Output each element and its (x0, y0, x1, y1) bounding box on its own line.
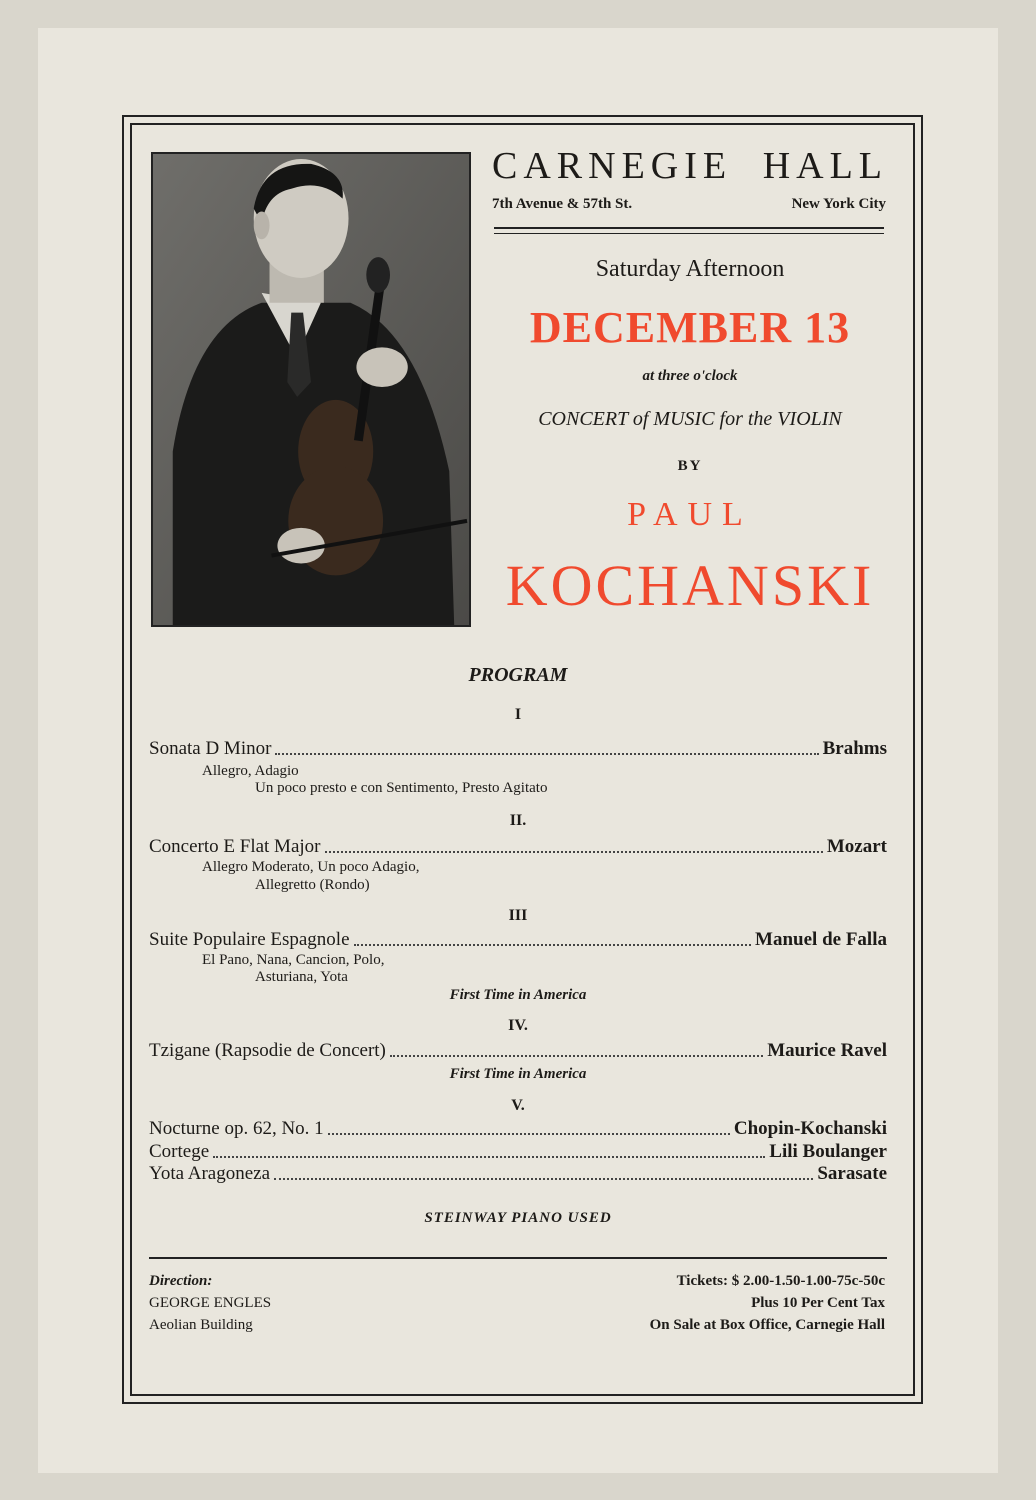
section-numeral: I (514, 706, 522, 723)
sale-location: On Sale at Box Office, Carnegie Hall (649, 1317, 885, 1333)
movement-line: Allegro Moderato, Un poco Adagio, (202, 859, 420, 875)
by-label: BY (677, 458, 703, 474)
director-building: Aeolian Building (149, 1317, 253, 1333)
violinist-portrait-photo (151, 152, 471, 627)
section-numeral: V. (511, 1097, 525, 1114)
event-day: Saturday Afternoon (595, 256, 785, 282)
piece-title: Tzigane (Rapsodie de Concert) (149, 1040, 386, 1061)
portrait-illustration (153, 154, 469, 625)
program-piece (149, 1141, 887, 1163)
artist-last-name: KOCHANSKI (505, 553, 875, 618)
piece-title: Suite Populaire Espagnole (149, 929, 350, 950)
artist-first-name: PAUL (627, 496, 753, 533)
piano-note: STEINWAY PIANO USED (424, 1210, 612, 1226)
direction-block (149, 1270, 271, 1336)
piece-title: Cortege (149, 1141, 210, 1162)
program-piece (149, 1118, 887, 1140)
dot-leader (274, 1178, 813, 1180)
dot-leader (325, 851, 823, 853)
section-numeral: IV. (508, 1017, 528, 1034)
movement-line: Asturiana, Yota (255, 969, 348, 985)
program-piece (149, 836, 887, 858)
dot-leader (328, 1133, 730, 1135)
section-numeral: II. (509, 812, 527, 829)
footer-divider (149, 1257, 887, 1259)
piece-composer: Sarasate (817, 1163, 887, 1184)
piece-title: Yota Aragoneza (149, 1163, 271, 1184)
movement-line: El Pano, Nana, Cancion, Polo, (202, 952, 385, 968)
street-address: 7th Avenue & 57th St. (492, 196, 633, 212)
piece-title: Sonata D Minor (149, 738, 272, 759)
program-piece (149, 929, 887, 951)
program-piece (149, 738, 887, 760)
program-heading: PROGRAM (468, 664, 568, 686)
piece-title: Nocturne op. 62, No. 1 (149, 1118, 324, 1139)
program-piece (149, 1163, 887, 1185)
event-date: DECEMBER 13 (529, 303, 851, 352)
movement-line: Un poco presto e con Sentimento, Presto Agitato (255, 780, 548, 796)
ticket-prices: Tickets: $ 2.00-1.50-1.00-75c-50c (676, 1273, 885, 1289)
section-numeral: III (508, 907, 528, 924)
movement-line: Allegro, Adagio (202, 763, 299, 779)
concert-title: CONCERT of MUSIC for the VIOLIN (538, 408, 842, 430)
premiere-note: First Time in America (449, 987, 587, 1003)
piece-title: Concerto E Flat Major (149, 836, 321, 857)
piece-composer: Brahms (822, 738, 887, 759)
tax-note: Plus 10 Per Cent Tax (751, 1295, 885, 1311)
event-time: at three o'clock (642, 368, 738, 384)
header-divider (494, 227, 884, 234)
movement-line: Allegretto (Rondo) (255, 877, 370, 893)
piece-composer: Manuel de Falla (755, 929, 887, 950)
venue-name-left: CARNEGIE (492, 145, 733, 187)
venue-name (492, 144, 888, 188)
director-name: GEORGE ENGLES (149, 1295, 272, 1311)
tickets-block (500, 1270, 885, 1336)
piece-composer: Mozart (826, 836, 887, 857)
venue-name-right: HALL (762, 145, 888, 187)
dot-leader (275, 753, 818, 755)
premiere-note: First Time in America (449, 1066, 587, 1082)
piece-composer: Maurice Ravel (767, 1040, 887, 1061)
piece-composer: Chopin-Kochanski (733, 1118, 887, 1139)
dot-leader (213, 1156, 765, 1158)
direction-label: Direction: (149, 1273, 213, 1289)
dot-leader (390, 1055, 763, 1057)
piece-composer: Lili Boulanger (769, 1141, 887, 1162)
city: New York City (791, 196, 886, 212)
venue-address (492, 196, 886, 213)
program-piece (149, 1040, 887, 1062)
dot-leader (354, 944, 752, 946)
